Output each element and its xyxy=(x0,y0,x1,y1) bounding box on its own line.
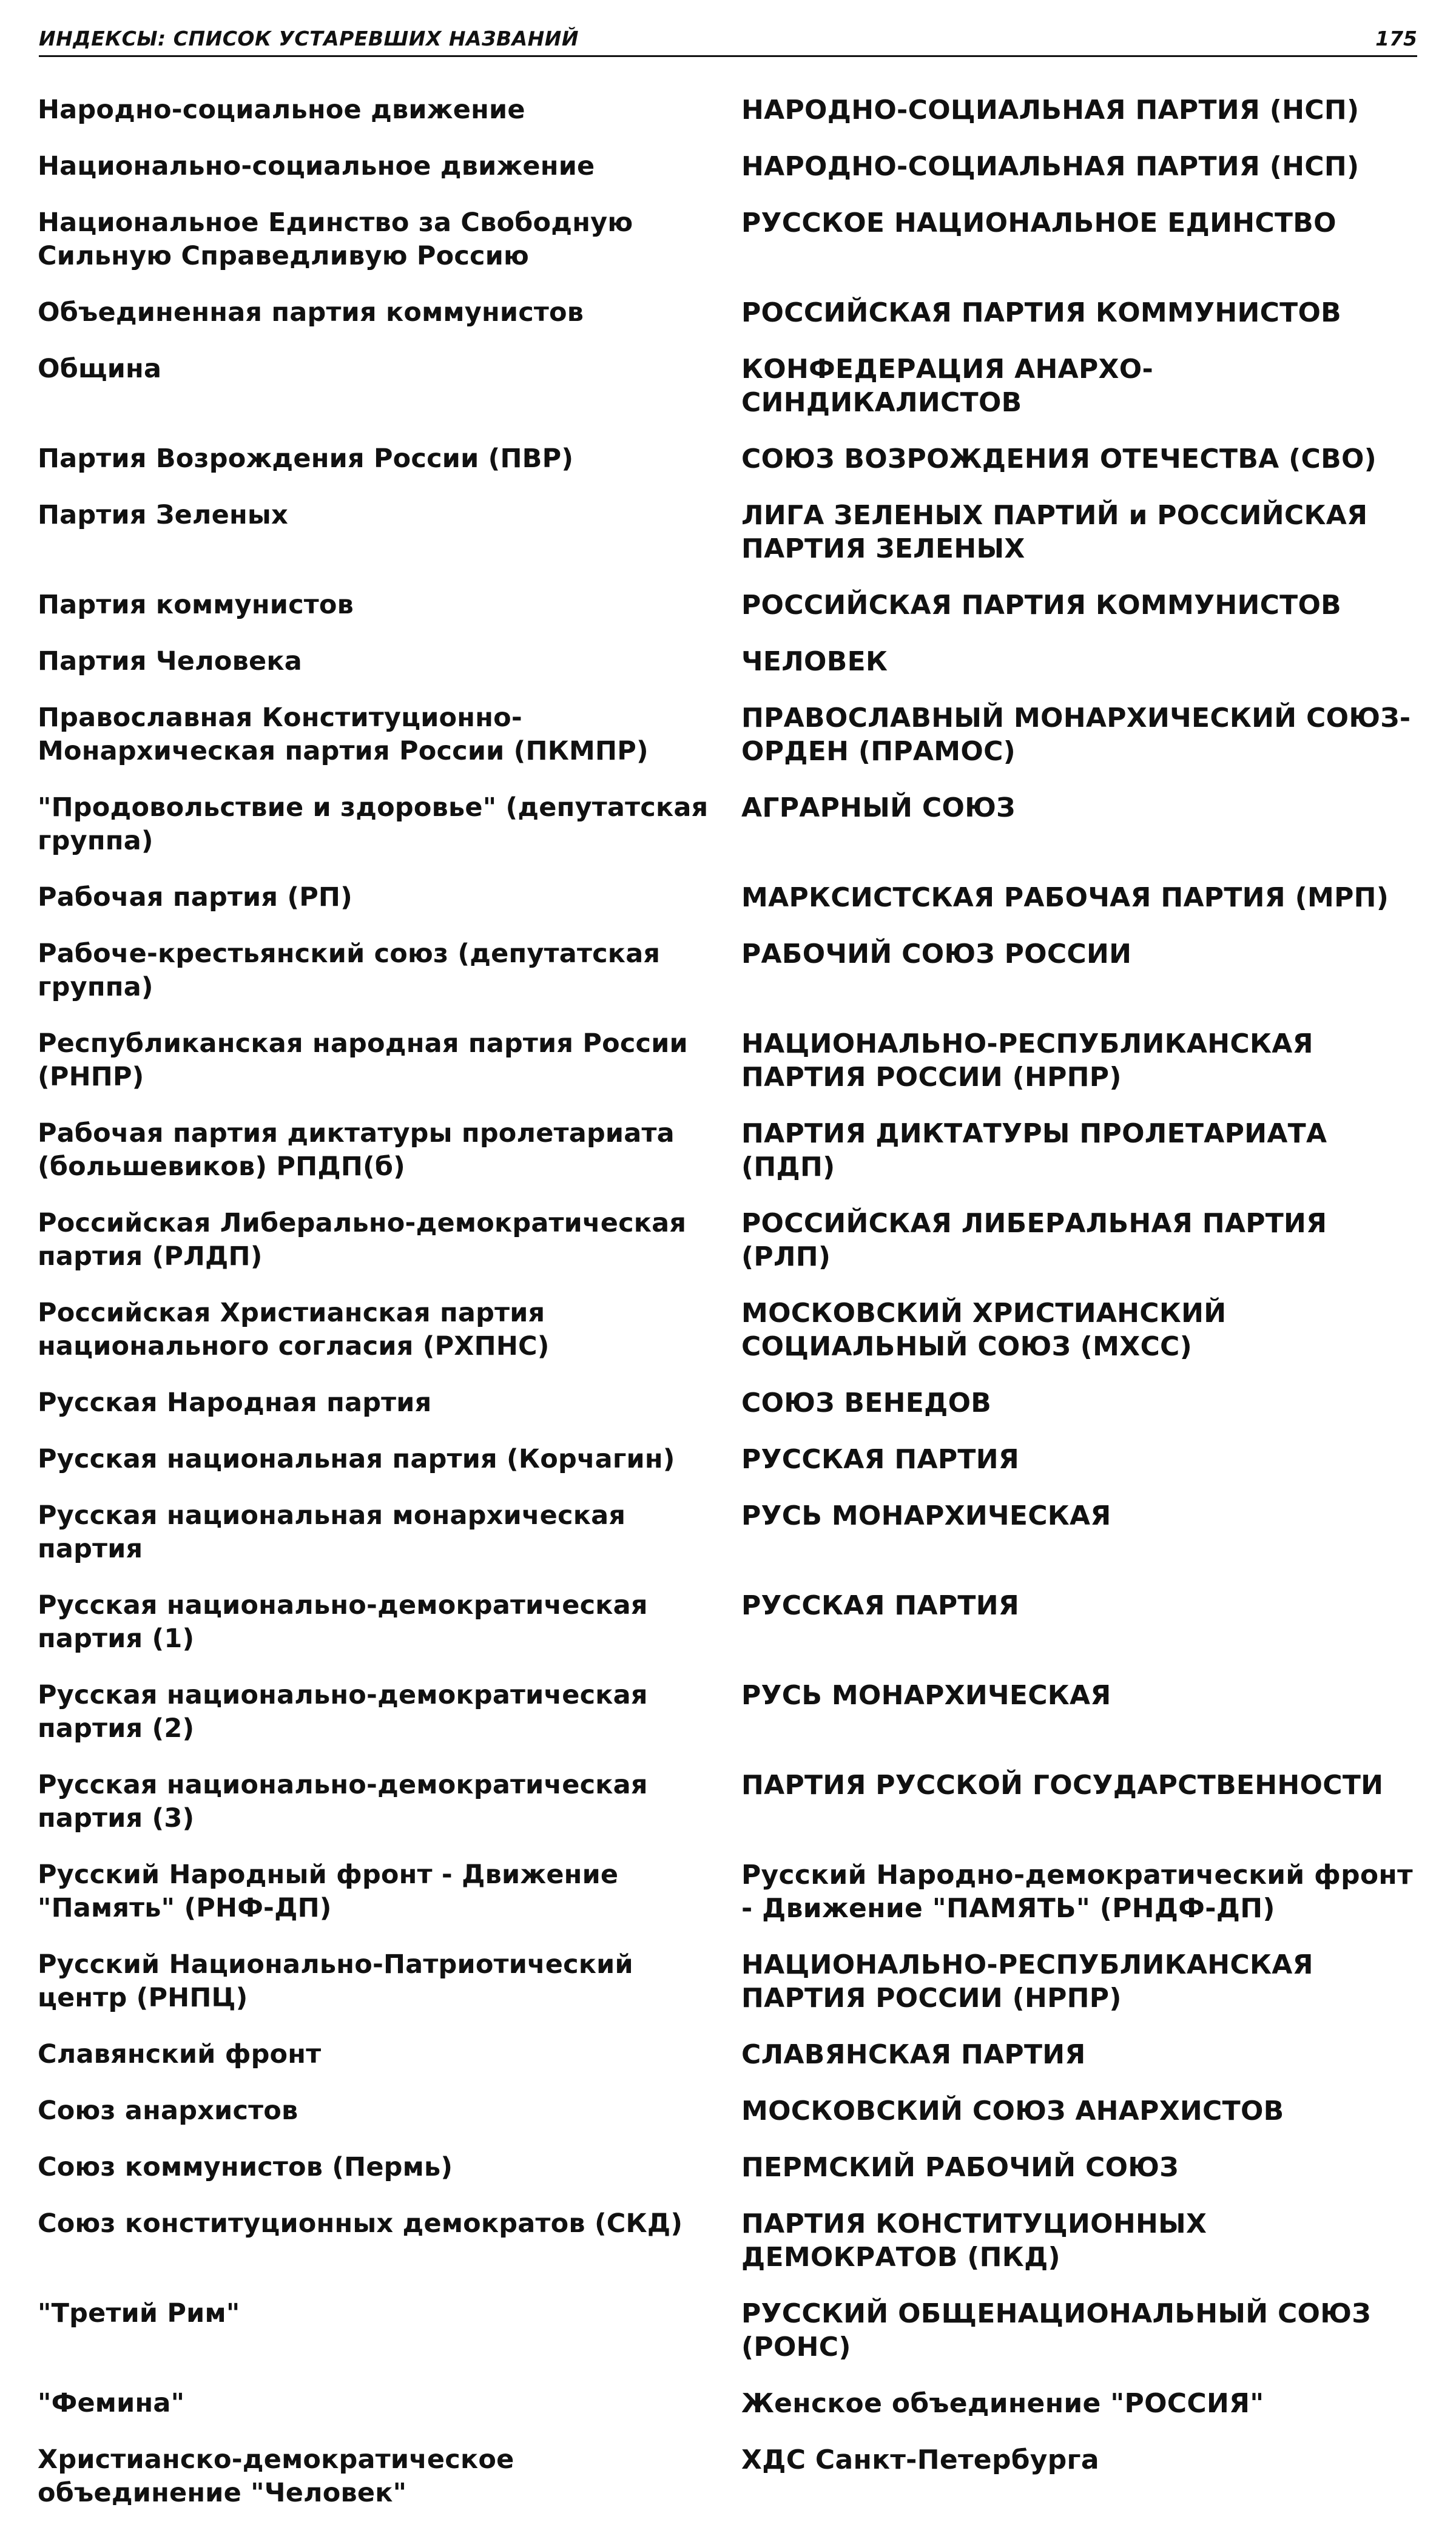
outdated-name: Русский Народный фронт - Движение "Память" (РНФ-ДП) xyxy=(38,1860,619,1923)
current-name: ПАРТИЯ ДИКТАТУРЫ ПРОЛЕТАРИАТА (ПДП) xyxy=(741,1118,1327,1182)
index-entry xyxy=(38,2207,1418,2274)
outdated-name: Русская национальная партия (Корчагин) xyxy=(38,1444,675,1474)
outdated-name: Национальное Единство за Свободную Сильную Справедливую Россию xyxy=(38,207,633,271)
outdated-name: Русская Народная партия xyxy=(38,1388,432,1418)
current-name: Русский Народно-демократический фронт - Движение "ПАМЯТЬ" (РНДФ-ДП) xyxy=(741,1860,1413,1924)
index-entry xyxy=(38,1443,1418,1476)
current-name: АГРАРНЫЙ СОЮЗ xyxy=(741,792,1016,823)
current-name: РАБОЧИЙ СОЮЗ РОССИИ xyxy=(741,939,1132,970)
index-entry xyxy=(38,1117,1418,1184)
outdated-name: Русская национально-демократическая партия (3) xyxy=(38,1770,648,1833)
current-name: РУССКОЕ НАЦИОНАЛЬНОЕ ЕДИНСТВО xyxy=(741,207,1336,238)
outdated-name: Рабочая партия диктатуры пролетариата (большевиков) РПДП(б) xyxy=(38,1118,675,1182)
outdated-name: Русская национальная монархическая партия xyxy=(38,1500,626,1564)
index-entry xyxy=(38,150,1418,183)
index-entry xyxy=(38,1948,1418,2015)
current-name: СОЮЗ ВОЗРОЖДЕНИЯ ОТЕЧЕСТВА (СВО) xyxy=(741,444,1377,474)
index-entry xyxy=(38,937,1418,1004)
index-entry xyxy=(38,645,1418,678)
index-entry xyxy=(38,1499,1418,1566)
index-entry xyxy=(38,881,1418,914)
current-name: Женское объединение "РОССИЯ" xyxy=(741,2388,1264,2419)
index-entry xyxy=(38,93,1418,127)
current-name: РУСЬ МОНАРХИЧЕСКАЯ xyxy=(741,1680,1111,1711)
outdated-name: Союз коммунистов (Пермь) xyxy=(38,2152,453,2182)
index-entry xyxy=(38,1027,1418,1094)
outdated-name: "Третий Рим" xyxy=(38,2298,240,2329)
current-name: КОНФЕДЕРАЦИЯ АНАРХО-СИНДИКАЛИСТОВ xyxy=(741,354,1154,418)
current-name: НАРОДНО-СОЦИАЛЬНАЯ ПАРТИЯ (НСП) xyxy=(741,151,1360,182)
index-entry xyxy=(38,589,1418,622)
index-entry xyxy=(38,2443,1418,2510)
current-name: РУССКАЯ ПАРТИЯ xyxy=(741,1444,1020,1475)
outdated-name: Национально-социальное движение xyxy=(38,151,595,181)
outdated-name: Рабоче-крестьянский союз (депутатская группа) xyxy=(38,939,661,1002)
outdated-name: Партия Зеленых xyxy=(38,500,288,530)
index-entry xyxy=(38,206,1418,273)
index-entry xyxy=(38,499,1418,565)
index-entry xyxy=(38,1769,1418,1835)
outdated-name: Славянский фронт xyxy=(38,2039,322,2069)
index-list xyxy=(38,93,1418,2533)
current-name: НАЦИОНАЛЬНО-РЕСПУБЛИКАНСКАЯ ПАРТИЯ РОССИИ (НРПР) xyxy=(741,1028,1313,1093)
index-entry xyxy=(38,1297,1418,1363)
current-name: ПРАВОСЛАВНЫЙ МОНАРХИЧЕСКИЙ СОЮЗ-ОРДЕН (ПРАМОС) xyxy=(741,703,1411,767)
outdated-name: Российская Христианская партия национального согласия (РХПНС) xyxy=(38,1298,550,1361)
current-name: ПАРТИЯ РУССКОЙ ГОСУДАРСТВЕННОСТИ xyxy=(741,1770,1384,1801)
outdated-name: Рабочая партия (РП) xyxy=(38,882,352,912)
outdated-name: "Продовольствие и здоровье" (депутатская группа) xyxy=(38,792,709,856)
outdated-name: Российская Либерально-демократическая партия (РЛДП) xyxy=(38,1208,687,1272)
outdated-name: Республиканская народная партия России (РНПР) xyxy=(38,1028,688,1092)
index-entry xyxy=(38,1207,1418,1273)
outdated-name: Община xyxy=(38,354,162,384)
current-name: ПАРТИЯ КОНСТИТУЦИОННЫХ ДЕМОКРАТОВ (ПКД) xyxy=(741,2208,1207,2273)
index-entry xyxy=(38,1589,1418,1656)
outdated-name: Русская национально-демократическая партия (2) xyxy=(38,1680,648,1744)
current-name: РУССКИЙ ОБЩЕНАЦИОНАЛЬНЫЙ СОЮЗ (РОНС) xyxy=(741,2298,1371,2363)
current-name: МОСКОВСКИЙ ХРИСТИАНСКИЙ СОЦИАЛЬНЫЙ СОЮЗ (МХСС) xyxy=(741,1298,1227,1362)
index-entry xyxy=(38,2151,1418,2184)
outdated-name: Союз анархистов xyxy=(38,2096,298,2126)
outdated-name: Объединенная партия коммунистов xyxy=(38,297,584,328)
current-name: НАЦИОНАЛЬНО-РЕСПУБЛИКАНСКАЯ ПАРТИЯ РОССИИ (НРПР) xyxy=(741,1949,1313,2014)
outdated-name: Русский Национально-Патриотический центр (РНПЦ) xyxy=(38,1949,633,2013)
current-name: МОСКОВСКИЙ СОЮЗ АНАРХИСТОВ xyxy=(741,2096,1284,2127)
current-name: СОЮЗ ВЕНЕДОВ xyxy=(741,1388,992,1418)
page-header xyxy=(39,22,1417,57)
index-entry xyxy=(38,701,1418,768)
outdated-name: Партия Возрождения России (ПВР) xyxy=(38,444,574,474)
index-entry xyxy=(38,1386,1418,1420)
outdated-name: Русская национально-демократическая партия (1) xyxy=(38,1590,648,1654)
current-name: РОССИЙСКАЯ ЛИБЕРАЛЬНАЯ ПАРТИЯ (РЛП) xyxy=(741,1208,1327,1272)
current-name: ХДС Санкт-Петербурга xyxy=(741,2444,1099,2475)
index-entry xyxy=(38,1679,1418,1745)
outdated-name: Союз конституционных демократов (СКД) xyxy=(38,2208,683,2239)
current-name: НАРОДНО-СОЦИАЛЬНАЯ ПАРТИЯ (НСП) xyxy=(741,95,1360,126)
current-name: РОССИЙСКАЯ ПАРТИЯ КОММУНИСТОВ xyxy=(741,590,1342,621)
outdated-name: Православная Конституционно-Монархическая партия России (ПКМПР) xyxy=(38,703,649,766)
current-name: РУСЬ МОНАРХИЧЕСКАЯ xyxy=(741,1500,1111,1531)
running-head-title: ИНДЕКСЫ: СПИСОК УСТАРЕВШИХ НАЗВАНИЙ xyxy=(39,27,579,50)
current-name: МАРКСИСТСКАЯ РАБОЧАЯ ПАРТИЯ (МРП) xyxy=(741,882,1389,913)
current-name: ЧЕЛОВЕК xyxy=(741,646,888,677)
index-entry xyxy=(38,1858,1418,1925)
current-name: СЛАВЯНСКАЯ ПАРТИЯ xyxy=(741,2039,1086,2070)
index-entry xyxy=(38,2387,1418,2420)
page-number: 175 xyxy=(1375,27,1417,50)
index-entry xyxy=(38,352,1418,419)
index-entry xyxy=(38,2038,1418,2071)
current-name: РУССКАЯ ПАРТИЯ xyxy=(741,1590,1020,1621)
current-name: РОССИЙСКАЯ ПАРТИЯ КОММУНИСТОВ xyxy=(741,297,1342,328)
index-entry xyxy=(38,2297,1418,2364)
index-entry xyxy=(38,442,1418,476)
outdated-name: Христианско-демократическое объединение "Человек" xyxy=(38,2444,514,2508)
index-entry xyxy=(38,296,1418,329)
current-name: ЛИГА ЗЕЛЕНЫХ ПАРТИЙ и РОССИЙСКАЯ ПАРТИЯ ЗЕЛЕНЫХ xyxy=(741,500,1368,564)
outdated-name: Народно-социальное движение xyxy=(38,95,525,125)
index-entry xyxy=(38,791,1418,858)
index-entry xyxy=(38,2094,1418,2128)
outdated-name: "Фемина" xyxy=(38,2388,185,2418)
outdated-name: Партия коммунистов xyxy=(38,590,354,620)
current-name: ПЕРМСКИЙ РАБОЧИЙ СОЮЗ xyxy=(741,2152,1179,2183)
outdated-name: Партия Человека xyxy=(38,646,302,676)
